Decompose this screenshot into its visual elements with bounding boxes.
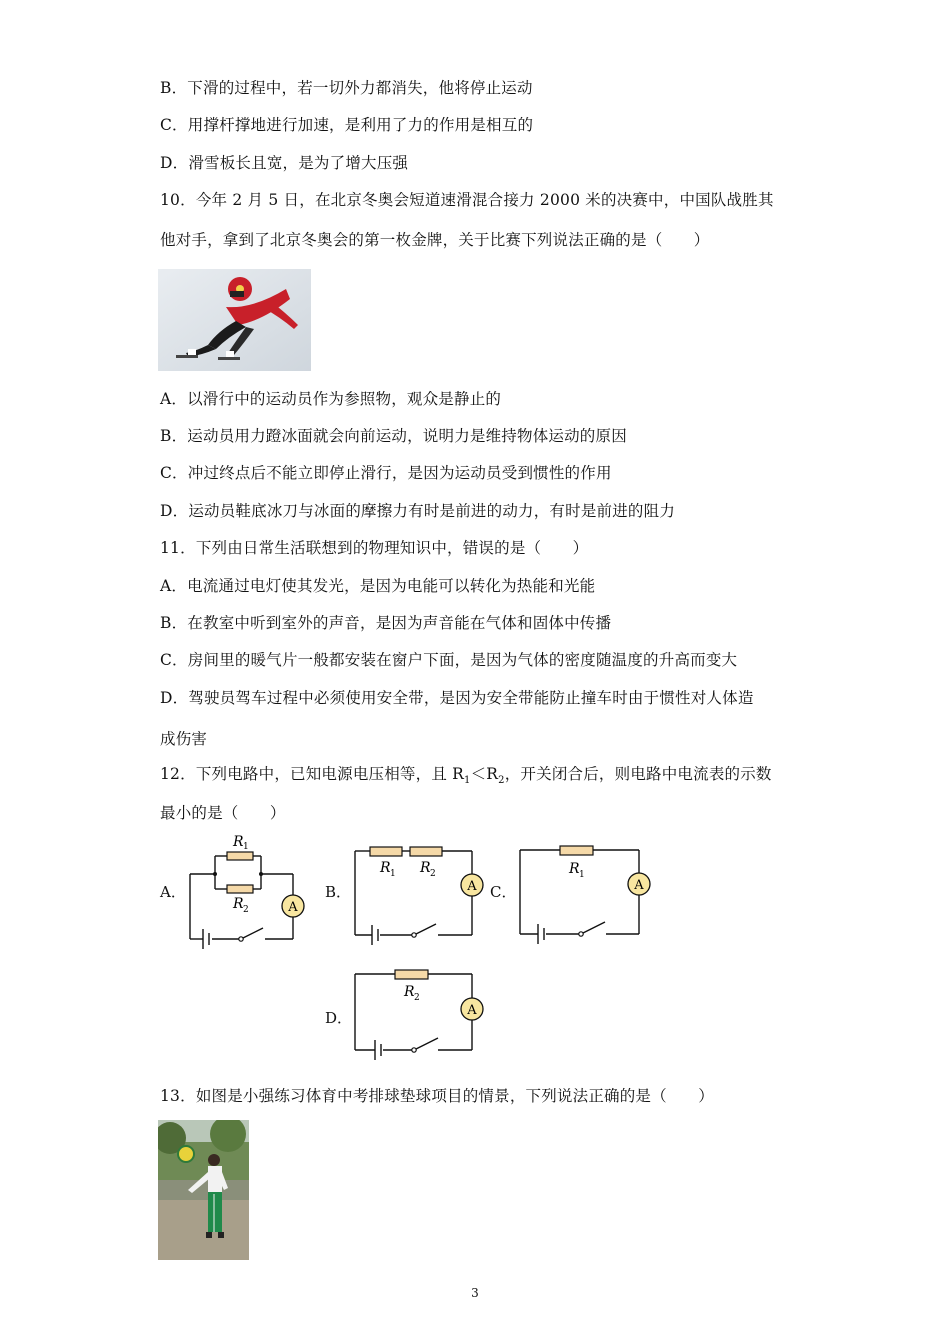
svg-text:A: A — [467, 1003, 477, 1018]
svg-text:2: 2 — [243, 905, 249, 915]
q11-option-c: C．房间里的暖气片一般都安装在窗户下面，是因为气体的密度随温度的升高而变大 — [160, 651, 738, 669]
circuit-a-diagram — [185, 828, 310, 953]
speed-skater-photo — [158, 269, 311, 371]
resistor-r1 — [227, 852, 253, 860]
svg-text:R: R — [380, 860, 391, 876]
q10-option-a: A．以滑行中的运动员作为参照物，观众是静止的 — [160, 390, 502, 408]
svg-text:A: A — [288, 900, 298, 915]
svg-text:R: R — [420, 860, 431, 876]
circuit-d-diagram — [350, 965, 490, 1073]
svg-text:R: R — [233, 896, 244, 912]
q9-option-b: B．下滑的过程中，若一切外力都消失，他将停止运动 — [160, 79, 533, 97]
q11-stem: 11．下列由日常生活联想到的物理知识中，错误的是（ ） — [160, 539, 589, 557]
q10-option-c: C．冲过终点后不能立即停止滑行，是因为运动员受到惯性的作用 — [160, 464, 612, 482]
svg-text:A: A — [634, 878, 644, 893]
q10-option-b: B．运动员用力蹬冰面就会向前运动，说明力是维持物体运动的原因 — [160, 427, 627, 445]
svg-text:R: R — [404, 984, 415, 1000]
circuit-b-diagram — [350, 842, 490, 950]
q11-option-b: B．在教室中听到室外的声音，是因为声音能在气体和固体中传播 — [160, 614, 612, 632]
svg-text:2: 2 — [414, 993, 420, 1003]
q11-option-d-line2: 成伤害 — [160, 730, 208, 748]
circuit-c-diagram — [515, 841, 655, 949]
q11-option-a: A．电流通过电灯使其发光，是因为电能可以转化为热能和光能 — [160, 577, 596, 595]
svg-text:R: R — [569, 861, 580, 877]
svg-text:A: A — [467, 879, 477, 894]
q12-option-c-label: C． — [490, 883, 517, 901]
q10-option-d: D．运动员鞋底冰刀与冰面的摩擦力有时是前进的动力，有时是前进的阻力 — [160, 502, 676, 520]
q13-stem: 13．如图是小强练习体育中考排球垫球项目的情景，下列说法正确的是（ ） — [160, 1087, 714, 1105]
q10-stem-line2: 他对手，拿到了北京冬奥会的第一枚金牌，关于比赛下列说法正确的是（ ） — [160, 231, 710, 249]
q11-option-d-line1: D．驾驶员驾车过程中必须使用安全带，是因为安全带能防止撞车时由于惯性对人体造 — [160, 689, 754, 707]
svg-text:2: 2 — [430, 869, 436, 879]
q12-option-b-label: B． — [325, 883, 352, 901]
q10-stem-line1: 10．今年 2 月 5 日，在北京冬奥会短道速滑混合接力 2000 米的决赛中，中国队战胜其 — [160, 191, 774, 209]
q12-stem-line2: 最小的是（ ） — [160, 804, 286, 822]
volleyball-practice-photo — [158, 1120, 249, 1260]
svg-text:1: 1 — [579, 870, 585, 880]
svg-text:1: 1 — [390, 869, 396, 879]
q12-option-d-label: D． — [325, 1009, 353, 1027]
svg-text:1: 1 — [243, 842, 249, 852]
q12-option-a-label: A． — [160, 883, 186, 901]
q9-option-c: C．用撑杆撑地进行加速，是利用了力的作用是相互的 — [160, 116, 534, 134]
resistor-r2 — [227, 885, 253, 893]
q12-stem-line1: 12．下列电路中，已知电源电压相等，且 $R_1<R_2$，开关闭合后，则电路中电流表的示数 — [160, 765, 772, 786]
page-number: 3 — [471, 1286, 479, 1300]
q9-option-d: D．滑雪板长且宽，是为了增大压强 — [160, 154, 409, 172]
svg-text:R: R — [233, 834, 244, 850]
